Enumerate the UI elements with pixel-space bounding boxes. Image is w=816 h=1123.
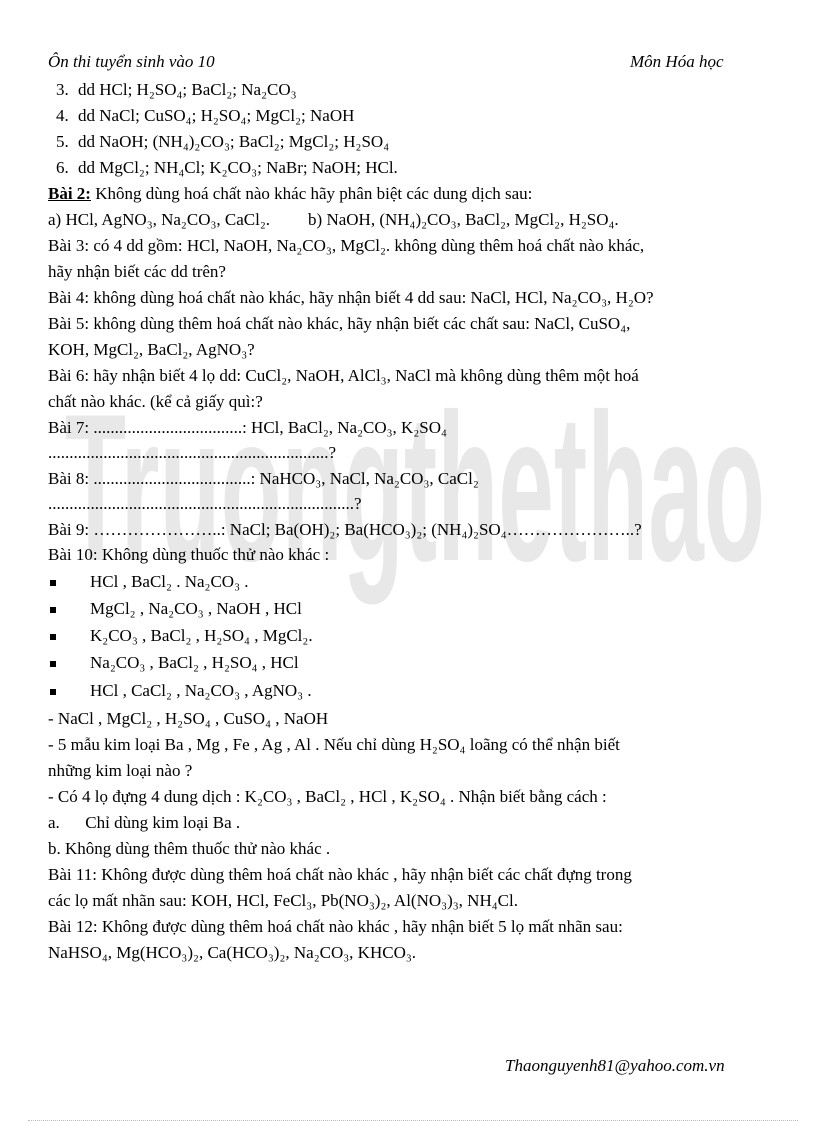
footer-email: Thaonguyenh81@yahoo.com.vn xyxy=(505,1056,725,1075)
bai7-line2: ..................................................................? xyxy=(48,443,337,462)
list-item: HCl , CaCl₂ , Na₂CO₃ , AgNO₃ . xyxy=(48,681,312,701)
svg-text:Truongthethao: Truongthethao xyxy=(65,370,765,605)
bai2-heading: Bài 2: Không dùng hoá chất nào khác hãy phân biệt các dung dịch sau: xyxy=(48,184,533,203)
list-item: 4. dd NaCl; CuSO₄; H₂SO₄; MgCl₂; NaOH xyxy=(56,106,355,125)
bai2-options: a) HCl, AgNO₃, Na₂CO₃, CaCl₂. b) NaOH, (NH₄)₂CO₃, BaCl₂, MgCl₂, H₂SO₄. xyxy=(48,210,619,229)
bullet-icon xyxy=(50,580,56,586)
list-item: 3. dd HCl; H₂SO₄; BaCl₂; Na₂CO₃ xyxy=(56,80,297,99)
bai7-line1: Bài 7: ...................................: HCl, BaCl₂, Na₂CO₃, K₂SO₄ xyxy=(48,418,447,437)
bai12-line2: NaHSO₄, Mg(HCO₃)₂, Ca(HCO₃)₂, Na₂CO₃, KHCO₃. xyxy=(48,943,417,962)
bai8-line2: ........................................................................? xyxy=(48,494,362,513)
list-item: MgCl₂ , Na₂CO₃ , NaOH , HCl xyxy=(48,599,302,619)
bai11-line1: Bài 11: Không được dùng thêm hoá chất nào khác , hãy nhận biết các chất đựng trong xyxy=(48,865,632,884)
bullet-icon xyxy=(50,607,56,613)
bai10-dash3: - Có 4 lọ đựng 4 dung dịch : K₂CO₃ , BaCl₂ , HCl , K₂SO₄ . Nhận biết bằng cách : xyxy=(48,787,607,806)
bai10-option-b: b. Không dùng thêm thuốc thử nào khác . xyxy=(48,839,331,858)
bai6-line1: Bài 6: hãy nhận biết 4 lọ dd: CuCl₂, NaOH, AlCl₃, NaCl mà không dùng thêm một hoá xyxy=(48,366,639,385)
bai10-dash2: - 5 mẫu kim loại Ba , Mg , Fe , Ag , Al . Nếu chỉ dùng H₂SO₄ loãng có thể nhận biết xyxy=(48,735,620,754)
header-left: Ôn thi tuyển sinh vào 10 xyxy=(48,52,215,71)
bullet-icon xyxy=(50,689,56,695)
bai2-label: Bài 2: xyxy=(48,184,91,203)
list-item: HCl , BaCl₂ . Na₂CO₃ . xyxy=(48,572,249,592)
page-divider xyxy=(28,1120,798,1121)
bai3-line1: Bài 3: có 4 dd gồm: HCl, NaOH, Na₂CO₃, MgCl₂. không dùng thêm hoá chất nào khác, xyxy=(48,236,645,255)
bai8-line1: Bài 8: .....................................: NaHCO₃, NaCl, Na₂CO₃, CaCl₂ xyxy=(48,469,479,488)
list-item: Na₂CO₃ , BaCl₂ , H₂SO₄ , HCl xyxy=(48,653,299,673)
bai10-dash1: - NaCl , MgCl₂ , H₂SO₄ , CuSO₄ , NaOH xyxy=(48,709,329,728)
list-item: K₂CO₃ , BaCl₂ , H₂SO₄ , MgCl₂. xyxy=(48,626,313,646)
bai10-title: Bài 10: Không dùng thuốc thử nào khác : xyxy=(48,545,330,564)
bai4: Bài 4: không dùng hoá chất nào khác, hãy nhận biết 4 dd sau: NaCl, HCl, Na₂CO₃, H₂O? xyxy=(48,288,654,307)
list-item: 5. dd NaOH; (NH₄)₂CO₃; BaCl₂; MgCl₂; H₂SO₄ xyxy=(56,132,390,151)
bai5-line2: KOH, MgCl₂, BaCl₂, AgNO₃? xyxy=(48,340,255,359)
bai10-option-a: a. Chỉ dùng kim loại Ba . xyxy=(48,813,241,832)
list-item: 6. dd MgCl₂; NH₄Cl; K₂CO₃; NaBr; NaOH; HCl. xyxy=(56,158,398,177)
bai11-line2: các lọ mất nhãn sau: KOH, HCl, FeCl₃, Pb(NO₃)₂, Al(NO₃)₃, NH₄Cl. xyxy=(48,891,518,910)
bai6-line2: chất nào khác. (kể cả giấy quì:? xyxy=(48,392,263,411)
bai3-line2: hãy nhận biết các dd trên? xyxy=(48,262,226,281)
bai12-line1: Bài 12: Không được dùng thêm hoá chất nào khác , hãy nhận biết 5 lọ mất nhãn sau: xyxy=(48,917,623,936)
bullet-icon xyxy=(50,661,56,667)
header-right: Môn Hóa học xyxy=(630,52,724,71)
bai10-dash2-cont: những kim loại nào ? xyxy=(48,761,193,780)
bai5-line1: Bài 5: không dùng thêm hoá chất nào khác, hãy nhận biết các chất sau: NaCl, CuSO₄, xyxy=(48,314,631,333)
bai9: Bài 9: …………………..: NaCl; Ba(OH)₂; Ba(HCO₃)₂; (NH₄)₂SO₄…………………..? xyxy=(48,520,642,539)
bullet-icon xyxy=(50,634,56,640)
